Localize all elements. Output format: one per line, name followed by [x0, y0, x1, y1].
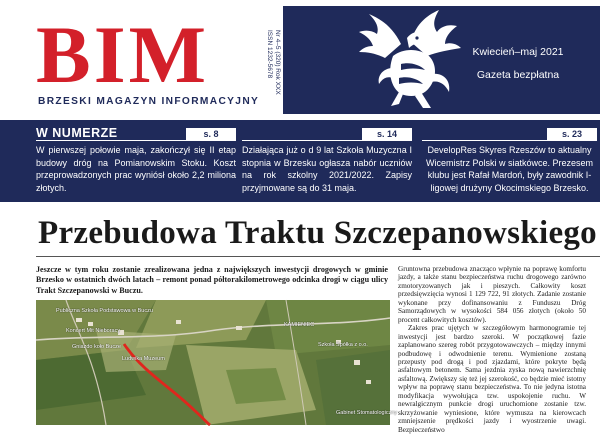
- teaser-volleyball[interactable]: [422, 128, 597, 198]
- aerial-map-image: [36, 300, 398, 425]
- issue-type: Gazeta bezpłatna: [476, 69, 560, 81]
- issue-info-vertical: [262, 8, 284, 112]
- teaser-music-school[interactable]: [242, 128, 412, 198]
- magazine-logo[interactable]: BIM: [36, 9, 209, 100]
- map-terrain: [36, 300, 390, 425]
- issn-number: ISSN 1232-5678: [266, 30, 273, 79]
- map-label: KAMIENIEC: [284, 322, 315, 328]
- map-label: Publiczna Szkoła Podstawowa w Buczu: [56, 308, 153, 314]
- teaser-text: DevelopRes Skyres Rzeszów to aktualny Wicemistrz Polski w siatkówce. Prezesem klubu jest Rafał Mardoń, były zawodnik I-ligowej drużyny Okocimskiego Brzesko.: [425, 145, 594, 193]
- page-reference[interactable]: s. 14: [362, 128, 412, 141]
- issue-date: Kwiecień–maj 2021: [472, 46, 564, 58]
- masthead: [0, 0, 600, 116]
- in-this-issue-band: [0, 120, 600, 202]
- article-headline[interactable]: Przebudowa Traktu Szczepanowskiego: [38, 215, 597, 251]
- teaser-road-works[interactable]: [36, 128, 236, 198]
- teaser-text: W pierwszej połowie maja, zakończył się II etap budowy dróg na Pomianowskim Stoku. Koszt przeprowadzonych prac wyniósł około 2,2 miliona złotych.: [36, 145, 236, 193]
- divider: [422, 140, 597, 141]
- article-body-column: [398, 265, 586, 434]
- article-lead: Jeszcze w tym roku zostanie zrealizowana jedna z największych inwestycji drogowych w gminie Brzesko w ostatnich dwóch latach – remont ponad półtorakilometrowego odcinka drogi w ciągu ulicy Trakt Szczepanowski w Buczu.: [36, 265, 388, 295]
- header-panel: [283, 6, 600, 114]
- magazine-tagline: BRZESKI MAGAZYN INFORMACYJNY: [38, 96, 260, 107]
- issue-number: Nr 4–5 (320) Rok XXX: [274, 30, 281, 95]
- teaser-text: Działająca już o d 9 lat Szkoła Muzyczna I stopnia w Brzesku ogłasza nabór uczniów na rok szkolny 2021/2022. Zapisy przyjmowane są do 31 maja.: [242, 145, 412, 193]
- map-label: Gniazdo koło Bucze: [72, 344, 121, 350]
- divider: [36, 140, 236, 141]
- article-paragraph: Gruntowna przebudowa znacząco wpłynie na poprawę komfortu jazdy, a także stanu bezpieczeństwa ruchu drogowego zarówno zmotoryzowanych jak i pieszych. Całkowity koszt przedsięwzięcia wynosi 1 129 722, 91 złotych. Zadanie zostanie wykonane przy dofinansowaniu z Funduszu Dróg Samorządowych w wysokości 584 056 złotych (około 50 procent całkowitych kosztów).: [398, 265, 586, 324]
- map-label: Gabinet Stomatologiczny: [336, 410, 398, 416]
- griffin-crest-icon: [353, 8, 463, 114]
- article-paragraph: Zakres prac ujętych w szczegółowym harmonogramie tej inwestycji jest bardzo szeroki. W początkowej fazie zaplanowano szereg robót przygotowawczych – między innymi podbudowę i odwodnienie terenu. Wymienione zostaną przepusty pod drogą i pod zjazdami, które pokryte będą asfaltowym betonem. Sama jezdnia zyska nową nawierzchnię asfaltową. Zwiększy się też jej szerokość, co będzie mieć istotny wpływ na poprawę stanu bezpieczeństwa. To nie jedyna istotna modyfikacja wywołująca tzw. uspokojenie ruchu. W newralgicznym punkcie drogi uruchomione zostanie tzw. skrzyżowanie wyniesione, które wymusza na kierowcach zmniejszenie prędkości jazdy i wyostrzenie uwagi. Bezpieczeństwo: [398, 324, 586, 434]
- contents-title: W NUMERZE: [36, 126, 118, 140]
- page-reference[interactable]: s. 8: [186, 128, 236, 141]
- divider: [242, 140, 412, 141]
- map-label: Koncert Mit Nieboracy: [66, 328, 121, 334]
- map-label: Ludwika Muzeum: [122, 356, 165, 362]
- page-reference[interactable]: s. 23: [547, 128, 597, 141]
- headline-divider: [36, 256, 600, 257]
- map-label: Szkoła Spółka z o.o.: [318, 342, 368, 348]
